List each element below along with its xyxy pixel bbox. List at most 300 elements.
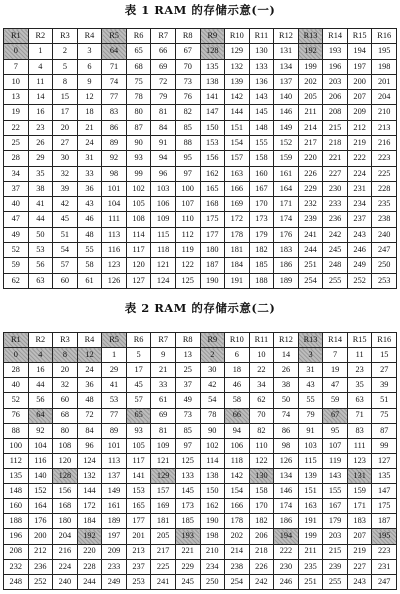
table-cell: 173 xyxy=(175,499,200,514)
table-cell: 20 xyxy=(53,363,78,378)
ram-storage-table-2 xyxy=(3,332,397,590)
table-cell: 249 xyxy=(102,574,127,589)
table-cell: 52 xyxy=(4,393,29,408)
table-cell: 33 xyxy=(77,166,102,181)
table-cell: 43 xyxy=(298,378,323,393)
table-cell: 200 xyxy=(28,529,53,544)
table-cell: 53 xyxy=(102,393,127,408)
table-cell: 152 xyxy=(28,484,53,499)
table-cell: 104 xyxy=(102,197,127,212)
table-cell: 85 xyxy=(175,120,200,135)
table-cell: 138 xyxy=(200,74,225,89)
table-cell: 5 xyxy=(126,348,151,363)
table-cell: 174 xyxy=(274,499,299,514)
table-cell: 130 xyxy=(249,468,274,483)
table-cell: 68 xyxy=(126,59,151,74)
table-cell: 79 xyxy=(151,90,176,105)
table-cell: 113 xyxy=(102,227,127,242)
table-cell: 26 xyxy=(274,363,299,378)
table-cell: 152 xyxy=(274,135,299,150)
table-cell: 33 xyxy=(151,378,176,393)
table-cell: 244 xyxy=(77,574,102,589)
table-cell: 30 xyxy=(200,363,225,378)
table-cell: 13 xyxy=(175,348,200,363)
table-cell: 24 xyxy=(77,363,102,378)
table-cell: 248 xyxy=(4,574,29,589)
table-cell: 132 xyxy=(225,59,250,74)
table-cell: 230 xyxy=(274,559,299,574)
table-cell: 44 xyxy=(28,378,53,393)
table-cell: 195 xyxy=(372,529,397,544)
table-cell: 216 xyxy=(53,544,78,559)
table-row xyxy=(4,453,397,468)
table-cell: 58 xyxy=(77,258,102,273)
table-cell: 66 xyxy=(151,44,176,59)
table-cell: 119 xyxy=(175,242,200,257)
table-cell: 244 xyxy=(298,242,323,257)
table-cell: 133 xyxy=(249,59,274,74)
table-cell: 67 xyxy=(175,44,200,59)
table-cell: 223 xyxy=(372,544,397,559)
table-cell: 234 xyxy=(347,197,372,212)
table-cell: 183 xyxy=(347,514,372,529)
table-cell: 221 xyxy=(323,151,348,166)
table-cell: 42 xyxy=(200,378,225,393)
table-cell: 253 xyxy=(126,574,151,589)
table-cell: 131 xyxy=(274,44,299,59)
table-cell: 70 xyxy=(175,59,200,74)
column-header: R9 xyxy=(200,333,225,348)
table-cell: 111 xyxy=(102,212,127,227)
table-row xyxy=(4,468,397,483)
table-cell: 73 xyxy=(175,74,200,89)
table-row xyxy=(4,120,397,135)
table-cell: 22 xyxy=(4,120,29,135)
table-cell: 163 xyxy=(298,499,323,514)
table-cell: 160 xyxy=(4,499,29,514)
table-cell: 193 xyxy=(323,44,348,59)
table-cell: 125 xyxy=(175,273,200,289)
table-row xyxy=(4,181,397,196)
table-cell: 241 xyxy=(151,574,176,589)
table-cell: 246 xyxy=(274,574,299,589)
table-cell: 23 xyxy=(28,120,53,135)
table-cell: 187 xyxy=(372,514,397,529)
table-row xyxy=(4,212,397,227)
table-cell: 9 xyxy=(77,74,102,89)
table-cell: 117 xyxy=(126,453,151,468)
table-cell: 144 xyxy=(77,484,102,499)
table-cell: 0 xyxy=(4,44,29,59)
table-row xyxy=(4,514,397,529)
table-cell: 50 xyxy=(274,393,299,408)
table-cell: 13 xyxy=(4,90,29,105)
table-cell: 144 xyxy=(225,105,250,120)
table-row xyxy=(4,438,397,453)
table-cell: 102 xyxy=(126,181,151,196)
table-cell: 173 xyxy=(249,212,274,227)
table-cell: 141 xyxy=(200,90,225,105)
table-cell: 94 xyxy=(151,151,176,166)
table-cell: 177 xyxy=(126,514,151,529)
table-cell: 172 xyxy=(77,499,102,514)
table-cell: 178 xyxy=(225,227,250,242)
table-cell: 172 xyxy=(225,212,250,227)
table-cell: 23 xyxy=(347,363,372,378)
table-cell: 196 xyxy=(4,529,29,544)
column-header: R7 xyxy=(151,29,176,44)
table-cell: 35 xyxy=(28,166,53,181)
column-header: R2 xyxy=(28,333,53,348)
table-cell: 189 xyxy=(102,514,127,529)
table-cell: 47 xyxy=(4,212,29,227)
table-row xyxy=(4,197,397,212)
table-cell: 251 xyxy=(298,258,323,273)
table-cell: 224 xyxy=(347,166,372,181)
table-cell: 128 xyxy=(53,468,78,483)
table-cell: 123 xyxy=(102,258,127,273)
table-cell: 247 xyxy=(372,574,397,589)
table-cell: 235 xyxy=(372,197,397,212)
table-cell: 185 xyxy=(175,514,200,529)
table-cell: 158 xyxy=(249,151,274,166)
table-cell: 212 xyxy=(347,120,372,135)
table-cell: 165 xyxy=(126,499,151,514)
table-cell: 90 xyxy=(200,423,225,438)
table-cell: 209 xyxy=(347,105,372,120)
table-cell: 39 xyxy=(53,181,78,196)
table-cell: 166 xyxy=(225,499,250,514)
table-cell: 235 xyxy=(298,559,323,574)
table-cell: 138 xyxy=(200,468,225,483)
table-cell: 99 xyxy=(126,166,151,181)
table-cell: 197 xyxy=(102,529,127,544)
table-row xyxy=(4,574,397,589)
table-cell: 103 xyxy=(298,438,323,453)
column-header: R10 xyxy=(225,29,250,44)
table-cell: 134 xyxy=(274,468,299,483)
table-cell: 99 xyxy=(372,438,397,453)
table-cell: 224 xyxy=(53,559,78,574)
table-cell: 54 xyxy=(200,393,225,408)
table-cell: 119 xyxy=(323,453,348,468)
column-header: R7 xyxy=(151,333,176,348)
table-cell: 167 xyxy=(323,499,348,514)
table-cell: 124 xyxy=(151,273,176,289)
table-cell: 190 xyxy=(200,273,225,289)
table-cell: 40 xyxy=(4,197,29,212)
table-cell: 34 xyxy=(249,378,274,393)
table-cell: 250 xyxy=(200,574,225,589)
table-cell: 225 xyxy=(151,559,176,574)
table-cell: 149 xyxy=(274,120,299,135)
table-cell: 91 xyxy=(298,423,323,438)
table-cell: 42 xyxy=(53,197,78,212)
table-cell: 199 xyxy=(298,529,323,544)
table-cell: 232 xyxy=(298,197,323,212)
table-cell: 47 xyxy=(323,378,348,393)
table-cell: 105 xyxy=(126,438,151,453)
table-cell: 80 xyxy=(53,423,78,438)
table-cell: 238 xyxy=(372,212,397,227)
ram-storage-table-1 xyxy=(3,28,397,289)
table1-caption: 表 1 RAM 的存储示意(一) xyxy=(124,3,276,17)
table-cell: 194 xyxy=(347,44,372,59)
table-cell: 21 xyxy=(77,120,102,135)
table-cell: 2 xyxy=(200,348,225,363)
table-cell: 151 xyxy=(298,484,323,499)
table-cell: 96 xyxy=(77,438,102,453)
table-cell: 247 xyxy=(372,242,397,257)
table-cell: 199 xyxy=(298,59,323,74)
table-cell: 17 xyxy=(53,105,78,120)
table-cell: 218 xyxy=(249,544,274,559)
table-cell: 177 xyxy=(200,227,225,242)
table-cell: 248 xyxy=(323,258,348,273)
table-cell: 219 xyxy=(347,135,372,150)
table-cell: 26 xyxy=(28,135,53,150)
table-cell: 122 xyxy=(175,258,200,273)
table-cell: 116 xyxy=(28,453,53,468)
table-cell: 44 xyxy=(28,212,53,227)
table-cell: 37 xyxy=(4,181,29,196)
table-cell: 232 xyxy=(4,559,29,574)
table-cell: 147 xyxy=(200,105,225,120)
table-cell: 186 xyxy=(274,514,299,529)
table-cell: 84 xyxy=(77,423,102,438)
header-row xyxy=(4,29,397,44)
table-cell: 108 xyxy=(53,438,78,453)
table-cell: 18 xyxy=(225,363,250,378)
table-cell: 56 xyxy=(28,258,53,273)
table-cell: 154 xyxy=(225,135,250,150)
table-cell: 198 xyxy=(372,59,397,74)
table-row xyxy=(4,44,397,59)
table-cell: 227 xyxy=(347,559,372,574)
table-cell: 61 xyxy=(77,273,102,289)
table-cell: 204 xyxy=(53,529,78,544)
table-cell: 116 xyxy=(102,242,127,257)
table-cell: 156 xyxy=(200,151,225,166)
table-row xyxy=(4,499,397,514)
column-header: R16 xyxy=(372,333,397,348)
table-cell: 203 xyxy=(323,74,348,89)
table-cell: 159 xyxy=(274,151,299,166)
table-cell: 143 xyxy=(323,468,348,483)
table-cell: 254 xyxy=(298,273,323,289)
table-cell: 225 xyxy=(372,166,397,181)
table-cell: 129 xyxy=(151,468,176,483)
table-cell: 148 xyxy=(249,120,274,135)
table-cell: 187 xyxy=(200,258,225,273)
table-cell: 85 xyxy=(175,423,200,438)
column-header: R16 xyxy=(372,29,397,44)
table-cell: 73 xyxy=(175,408,200,423)
table-cell: 127 xyxy=(372,453,397,468)
table-cell: 31 xyxy=(77,151,102,166)
table-row xyxy=(4,559,397,574)
table-cell: 231 xyxy=(347,181,372,196)
column-header: R1 xyxy=(4,333,29,348)
table-cell: 117 xyxy=(126,242,151,257)
table-cell: 228 xyxy=(77,559,102,574)
table-cell: 184 xyxy=(225,258,250,273)
table-cell: 233 xyxy=(102,559,127,574)
table-cell: 176 xyxy=(28,514,53,529)
table-row xyxy=(4,151,397,166)
table-cell: 227 xyxy=(323,166,348,181)
table-cell: 170 xyxy=(249,197,274,212)
column-header: R4 xyxy=(77,333,102,348)
table-cell: 153 xyxy=(126,484,151,499)
table-cell: 7 xyxy=(323,348,348,363)
column-header: R1 xyxy=(4,29,29,44)
table-cell: 203 xyxy=(323,529,348,544)
table-cell: 57 xyxy=(126,393,151,408)
table-cell: 147 xyxy=(372,484,397,499)
table-cell: 12 xyxy=(77,90,102,105)
column-header: R13 xyxy=(298,29,323,44)
table-cell: 192 xyxy=(77,529,102,544)
table-cell: 25 xyxy=(4,135,29,150)
column-header: R14 xyxy=(323,29,348,44)
table-cell: 205 xyxy=(298,90,323,105)
table-cell: 215 xyxy=(323,120,348,135)
table-cell: 51 xyxy=(372,393,397,408)
table-cell: 115 xyxy=(151,227,176,242)
table-cell: 236 xyxy=(323,212,348,227)
table-cell: 46 xyxy=(77,212,102,227)
table-cell: 211 xyxy=(298,105,323,120)
table-cell: 120 xyxy=(53,453,78,468)
table-cell: 29 xyxy=(28,151,53,166)
table-cell: 149 xyxy=(102,484,127,499)
table-cell: 168 xyxy=(53,499,78,514)
table-cell: 132 xyxy=(77,468,102,483)
table-cell: 109 xyxy=(151,438,176,453)
table-cell: 206 xyxy=(323,90,348,105)
table-cell: 179 xyxy=(323,514,348,529)
header-row xyxy=(4,333,397,348)
table-cell: 14 xyxy=(28,90,53,105)
table-cell: 167 xyxy=(249,181,274,196)
table-cell: 37 xyxy=(175,378,200,393)
table-cell: 141 xyxy=(126,468,151,483)
table-cell: 10 xyxy=(249,348,274,363)
table-cell: 45 xyxy=(126,378,151,393)
table-cell: 60 xyxy=(53,273,78,289)
table-cell: 202 xyxy=(225,529,250,544)
table-cell: 71 xyxy=(347,408,372,423)
table-cell: 36 xyxy=(77,181,102,196)
table-cell: 6 xyxy=(77,59,102,74)
table-cell: 76 xyxy=(4,408,29,423)
table-cell: 148 xyxy=(4,484,29,499)
column-header: R12 xyxy=(274,333,299,348)
table-cell: 181 xyxy=(151,514,176,529)
table-cell: 28 xyxy=(4,151,29,166)
table-cell: 195 xyxy=(372,44,397,59)
table-cell: 254 xyxy=(225,574,250,589)
table-cell: 164 xyxy=(28,499,53,514)
table-cell: 159 xyxy=(347,484,372,499)
table-cell: 194 xyxy=(274,529,299,544)
table-cell: 178 xyxy=(225,514,250,529)
table-cell: 238 xyxy=(225,559,250,574)
column-header: R12 xyxy=(274,29,299,44)
table-row xyxy=(4,529,397,544)
table-cell: 197 xyxy=(347,59,372,74)
table-cell: 175 xyxy=(372,499,397,514)
table-cell: 53 xyxy=(28,242,53,257)
table-cell: 110 xyxy=(249,438,274,453)
table-cell: 7 xyxy=(4,59,29,74)
table-cell: 134 xyxy=(274,59,299,74)
table-cell: 82 xyxy=(175,105,200,120)
table-cell: 188 xyxy=(249,273,274,289)
table-cell: 233 xyxy=(323,197,348,212)
table-cell: 219 xyxy=(347,544,372,559)
table-cell: 14 xyxy=(274,348,299,363)
table-cell: 135 xyxy=(200,59,225,74)
table-cell: 251 xyxy=(298,574,323,589)
table-cell: 182 xyxy=(249,242,274,257)
table-cell: 113 xyxy=(102,453,127,468)
table-cell: 160 xyxy=(249,166,274,181)
table-cell: 40 xyxy=(4,378,29,393)
table-cell: 4 xyxy=(28,59,53,74)
table-cell: 92 xyxy=(102,151,127,166)
table-cell: 201 xyxy=(372,74,397,89)
table-cell: 62 xyxy=(4,273,29,289)
table-cell: 24 xyxy=(77,135,102,150)
table-cell: 252 xyxy=(347,273,372,289)
column-header: R5 xyxy=(102,333,127,348)
table-cell: 59 xyxy=(323,393,348,408)
column-header: R3 xyxy=(53,29,78,44)
table-cell: 92 xyxy=(28,423,53,438)
table-row xyxy=(4,273,397,289)
table-cell: 157 xyxy=(151,484,176,499)
table-cell: 200 xyxy=(347,74,372,89)
table-row xyxy=(4,423,397,438)
table-cell: 210 xyxy=(200,544,225,559)
table-cell: 252 xyxy=(28,574,53,589)
table-cell: 246 xyxy=(347,242,372,257)
table-cell: 87 xyxy=(126,120,151,135)
table-cell: 35 xyxy=(347,378,372,393)
column-header: R13 xyxy=(298,333,323,348)
table-cell: 182 xyxy=(249,514,274,529)
table-cell: 34 xyxy=(4,166,29,181)
table-cell: 98 xyxy=(102,166,127,181)
table-cell: 222 xyxy=(347,151,372,166)
table-cell: 112 xyxy=(175,227,200,242)
table-cell: 9 xyxy=(151,348,176,363)
table-cell: 71 xyxy=(102,59,127,74)
table-cell: 64 xyxy=(102,44,127,59)
table-cell: 150 xyxy=(200,120,225,135)
table-cell: 125 xyxy=(175,453,200,468)
table-cell: 57 xyxy=(53,258,78,273)
table-cell: 239 xyxy=(298,212,323,227)
column-header: R15 xyxy=(347,29,372,44)
column-header: R11 xyxy=(249,29,274,44)
table-cell: 107 xyxy=(323,438,348,453)
table-cell: 74 xyxy=(274,408,299,423)
table-cell: 11 xyxy=(347,348,372,363)
table-cell: 46 xyxy=(225,378,250,393)
